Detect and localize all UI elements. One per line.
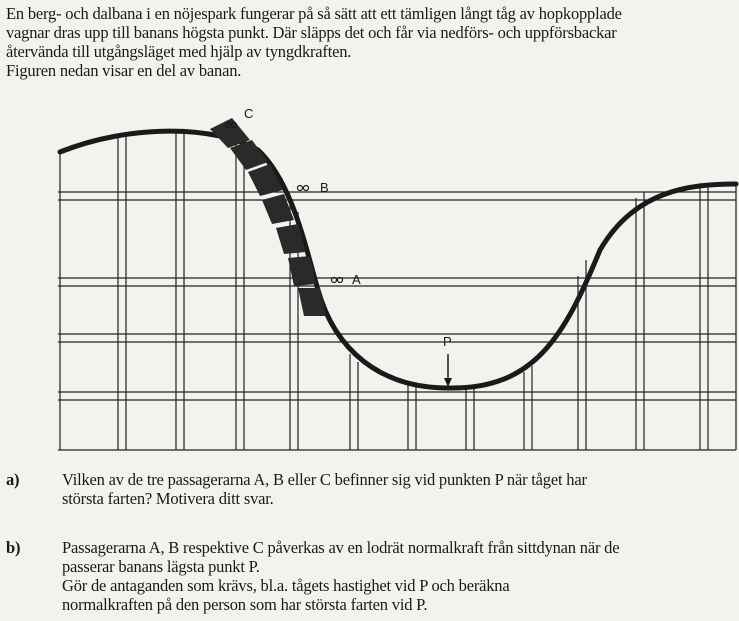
intro-line: återvända till utgångsläget med hjälp av tyngdkraften. [6, 42, 352, 61]
question-line: Vilken av de tre passagerarna A, B eller C befinner sig vid punkten P när tåget har [62, 470, 587, 489]
question-line: Passagerarna A, B respektive C påverkas av en lodrät normalkraft från sittdynan när de [62, 538, 620, 557]
question-line: största farten? Motivera ditt svar. [62, 489, 274, 508]
question-b-text [62, 538, 739, 614]
question-line: normalkraften på den person som har största farten vid P. [62, 595, 428, 614]
p-arrow [444, 354, 452, 387]
coaster-track [60, 131, 736, 388]
intro-line: vagnar dras upp till banans högsta punkt. Där släpps det och får via nedförs- och uppförsbackar [6, 23, 617, 42]
question-b-label: b) [6, 538, 21, 557]
roller-coaster-figure [0, 100, 739, 460]
intro-text [6, 4, 736, 80]
question-line: Gör de antaganden som krävs, bl.a. tågets hastighet vid P och beräkna [62, 576, 510, 595]
label-c: C [244, 106, 254, 121]
question-a-text [62, 470, 739, 508]
label-a: A [352, 272, 361, 287]
label-b: B [320, 180, 329, 195]
label-p: P [443, 334, 452, 349]
intro-line: Figuren nedan visar en del av banan. [6, 61, 242, 80]
question-a-label: a) [6, 470, 20, 489]
intro-line: En berg- och dalbana i en nöjespark fungerar på så sätt att ett tämligen långt tåg av hopkopplade [6, 4, 622, 23]
passenger-b-marker [298, 186, 309, 191]
question-line: passerar banans lägsta punkt P. [62, 557, 260, 576]
support-grid [58, 130, 736, 450]
